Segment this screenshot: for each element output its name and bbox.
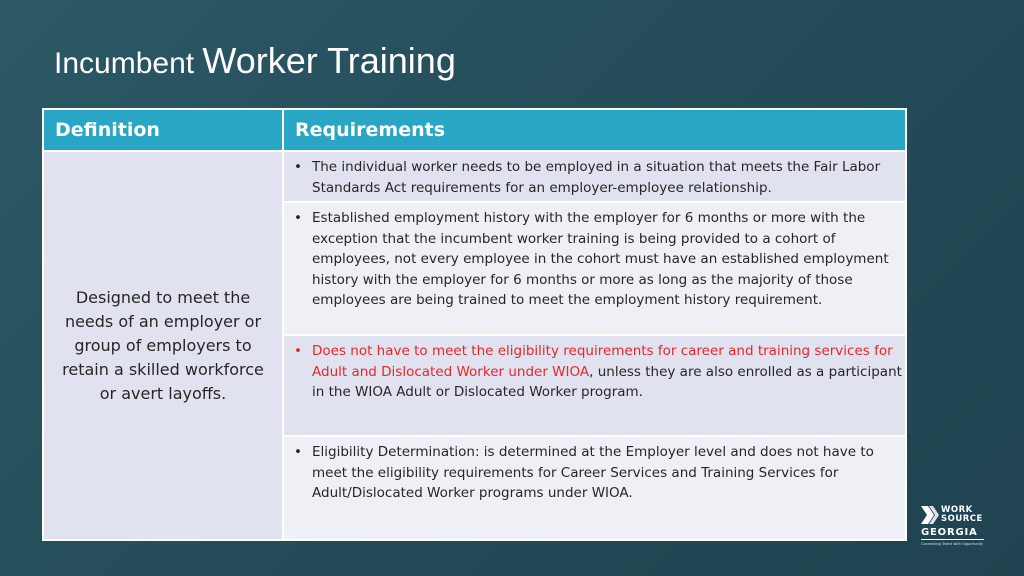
bullet-dot: • [294,159,302,175]
bullet-dot: • [294,444,302,460]
slide-title [54,40,456,82]
requirement-row-2 [284,203,905,334]
requirement-row-4 [284,437,905,539]
requirement-bullet-1 [294,157,902,198]
header-definition-label: Definition [55,119,160,141]
logo-word-source: SOURCE [941,514,983,524]
definition-text: Designed to meet the needs of an employer or group of employers to retain a skilled workforce or avert layoffs. [62,287,264,403]
title-part-incumbent: Incumbent [54,47,203,80]
requirements-table [42,108,907,541]
logo-divider [921,539,984,540]
requirement-highlight-red: Does not have to meet the eligibility requirements for career and training services for Adult and Dislocated Worker under WIOA [312,343,893,380]
requirement-bullet-4 [294,442,902,504]
definition-cell [44,152,282,539]
requirement-text-3 [312,341,902,403]
requirement-text-2: Established employment history with the employer for 6 months or more with the exception that the incumbent worker training is being provided to a cohort of employees, not every employee in the cohort must have an established employment history with the employer for 6 months or more as long as the majority of those employees are being trained to meet the employment history requirement. [312,210,889,308]
bullet-dot-red: • [294,343,302,359]
chevron-mark-icon [921,506,939,524]
requirement-text-3-rest: , unless they are also enrolled as a participant in the WIOA Adult or Dislocated Worker program. [312,363,902,400]
header-definition [44,110,282,150]
requirement-bullet-2 [294,208,902,311]
requirement-text-4: Eligibility Determination: is determined at the Employer level and does not have to meet the eligibility requirements for Career Services and Training Services for Adult/Dislocated Worker programs under WIOA. [312,444,874,501]
requirement-bullet-3 [294,341,902,403]
requirement-text-1: The individual worker needs to be employed in a situation that meets the Fair Labor Standards Act requirements for an employer-employee relationship. [312,159,881,196]
requirement-row-1 [284,152,905,201]
logo-word-work: WORK [941,505,973,515]
bullet-dot: • [294,210,302,226]
requirement-row-3 [284,336,905,435]
worksource-georgia-logo [920,505,990,549]
logo-tagline: Connecting Talent with Opportunity [921,542,984,546]
header-requirements-label: Requirements [295,119,446,141]
title-part-worker-training: Worker Training [202,40,456,81]
header-requirements [284,110,905,150]
logo-word-georgia: GEORGIA [921,527,978,538]
